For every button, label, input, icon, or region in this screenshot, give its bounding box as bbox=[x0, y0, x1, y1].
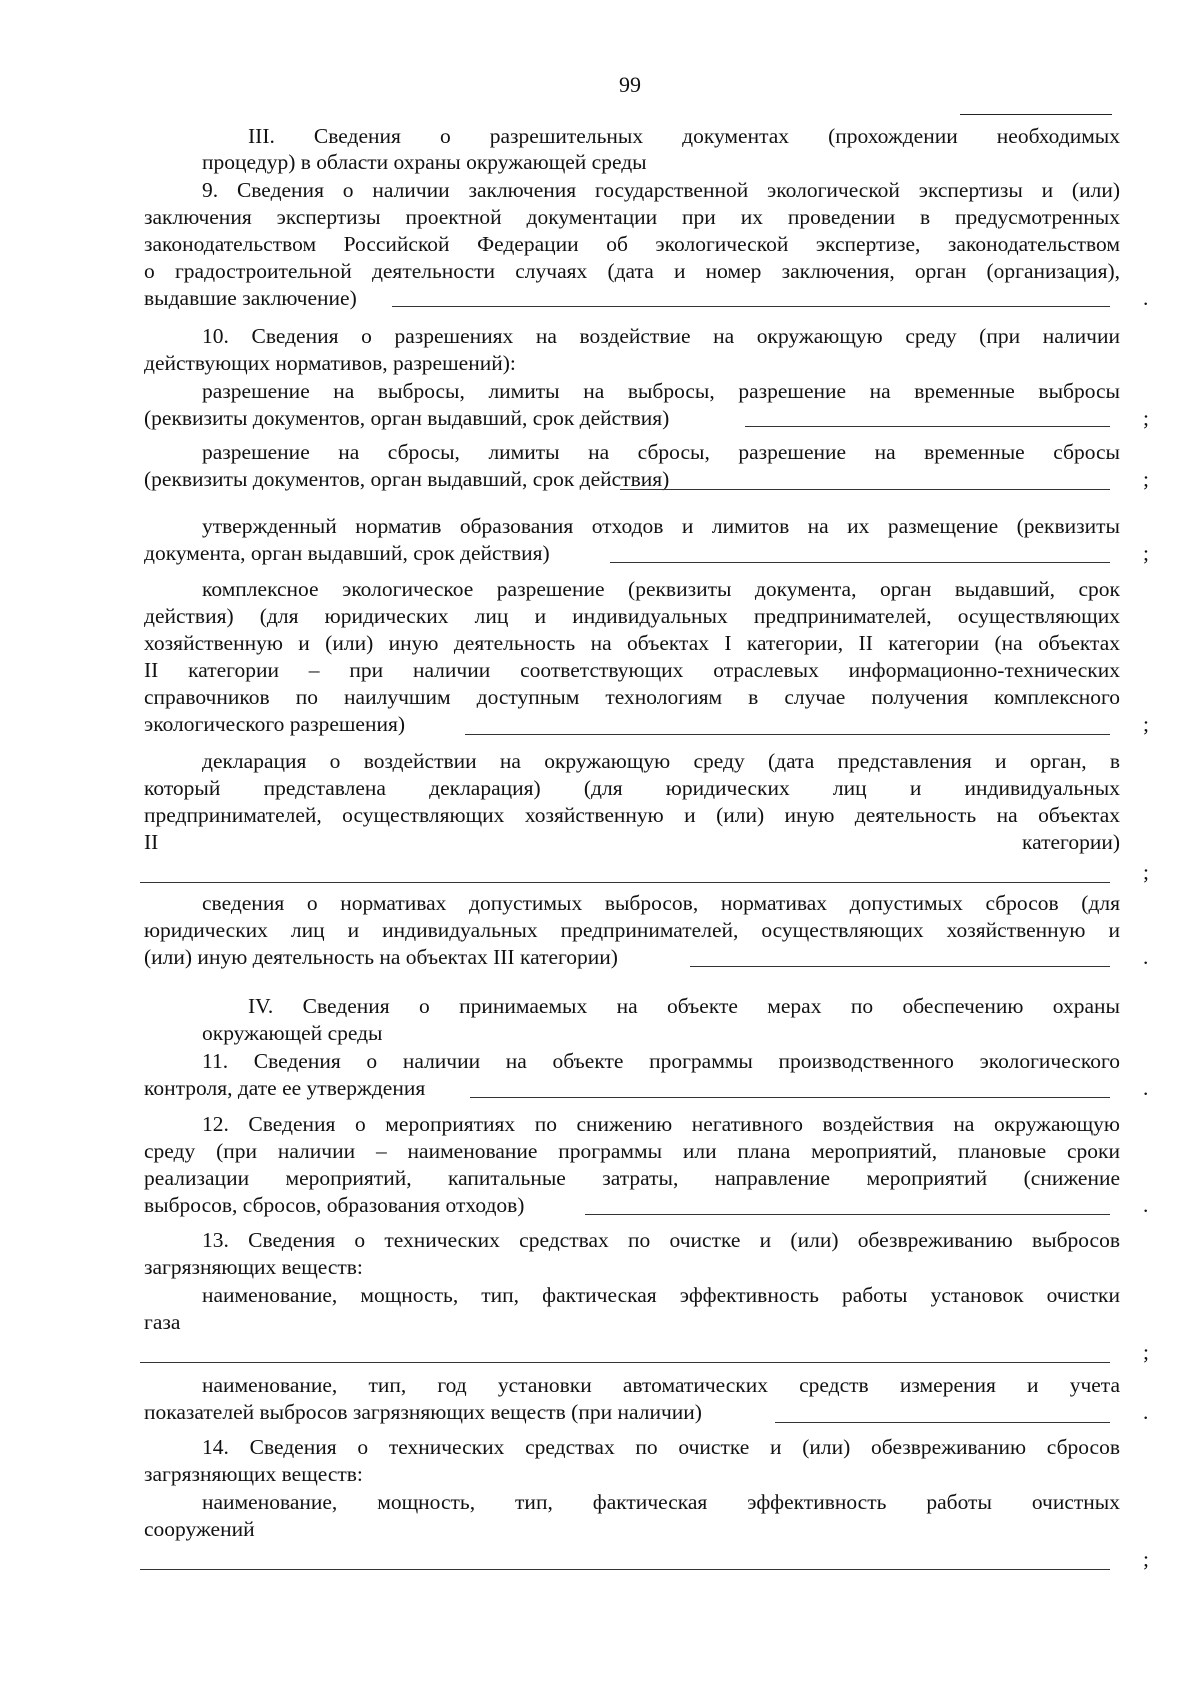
item-11-text: контроля, дате ее утверждения bbox=[144, 1076, 426, 1100]
treatment-facilities-text: наименование, мощность, тип, фактическая эффективность работы очистных bbox=[202, 1490, 1120, 1514]
item-9-text: заключения экспертизы проектной документации при их проведении в предусмотренных bbox=[144, 205, 1120, 229]
gas-cleaning-text: газа bbox=[144, 1310, 181, 1334]
declaration-text: предпринимателей, осуществляющих хозяйственную и (или) иную деятельность на объектах bbox=[144, 803, 1120, 827]
waste-norm-fill-line bbox=[610, 562, 1110, 563]
item-11-text: 11. Сведения о наличии на объекте программы производственного экологического bbox=[202, 1049, 1120, 1073]
complex-permit-text: действия) (для юридических лиц и индивидуальных предпринимателей, осуществляющих bbox=[144, 604, 1120, 628]
waste-norm-text: утвержденный норматив образования отходов и лимитов на их размещение (реквизиты bbox=[202, 514, 1120, 538]
waste-norm-text: документа, орган выдавший, срок действия) bbox=[144, 541, 550, 565]
item-12-end-mark: . bbox=[1143, 1193, 1149, 1217]
item-9-end-mark: . bbox=[1143, 286, 1149, 310]
item-9-text: законодательством Российской Федерации об экологической экспертизе, законодательством bbox=[144, 232, 1120, 256]
section-iv-heading: IV. Сведения о принимаемых на объекте мерах по обеспечению охраны bbox=[248, 994, 1120, 1018]
declaration-text: декларация о воздействии на окружающую среду (дата представления и орган, в bbox=[202, 749, 1120, 773]
complex-permit-text: справочников по наилучшим доступным технологиям в случае получения комплексного bbox=[144, 685, 1120, 709]
emission-permit-end-mark: ; bbox=[1143, 406, 1149, 430]
emission-meters-text: наименование, тип, год установки автоматических средств измерения и учета bbox=[202, 1373, 1120, 1397]
waste-norm-end-mark: ; bbox=[1143, 541, 1149, 565]
discharge-permit-fill-line bbox=[620, 489, 1110, 490]
complex-permit-text: II категории – при наличии соответствующих отраслевых информационно-технических bbox=[144, 658, 1120, 682]
discharge-permit-text: (реквизиты документов, орган выдавший, срок действия) bbox=[144, 467, 670, 491]
complex-permit-text: комплексное экологическое разрешение (реквизиты документа, орган выдавший, срок bbox=[202, 577, 1120, 601]
item-12-text: реализации мероприятий, капитальные затраты, направление мероприятий (снижение bbox=[144, 1166, 1120, 1190]
item-9-fill-line bbox=[392, 306, 1110, 307]
header-rule bbox=[960, 114, 1112, 115]
gas-cleaning-end-mark: ; bbox=[1143, 1340, 1149, 1364]
declaration-text: II категории) bbox=[144, 830, 1120, 854]
section-iv-heading-cont: окружающей среды bbox=[202, 1021, 383, 1045]
discharge-permit-text: разрешение на сбросы, лимиты на сбросы, разрешение на временные сбросы bbox=[202, 440, 1120, 464]
item-14-text: 14. Сведения о технических средствах по очистке и (или) обезвреживанию сбросов bbox=[202, 1435, 1120, 1459]
section-iii-heading: III. Сведения о разрешительных документах (прохождении необходимых bbox=[248, 124, 1120, 148]
norms-info-text: юридических лиц и индивидуальных предпринимателей, осуществляющих хозяйственную и bbox=[144, 918, 1120, 942]
item-12-text: среду (при наличии – наименование программы или плана мероприятий, плановые сроки bbox=[144, 1139, 1120, 1163]
item-9-text: 9. Сведения о наличии заключения государственной экологической экспертизы и (или) bbox=[202, 178, 1120, 202]
item-9-text: выдавшие заключение) bbox=[144, 286, 357, 310]
declaration-end-mark: ; bbox=[1143, 860, 1149, 884]
complex-permit-text: экологического разрешения) bbox=[144, 712, 406, 736]
complex-permit-end-mark: ; bbox=[1143, 712, 1149, 736]
item-14-text: загрязняющих веществ: bbox=[144, 1462, 363, 1486]
item-10-text: действующих нормативов, разрешений): bbox=[144, 351, 516, 375]
norms-info-text: (или) иную деятельность на объектах III категории) bbox=[144, 945, 618, 969]
item-9-text: о градостроительной деятельности случаях (дата и номер заключения, орган (организация), bbox=[144, 259, 1120, 283]
emission-permit-text: разрешение на выбросы, лимиты на выбросы, разрешение на временные выбросы bbox=[202, 379, 1120, 403]
emission-permit-fill-line bbox=[745, 426, 1110, 427]
declaration-text: который представлена декларация) (для юридических лиц и индивидуальных bbox=[144, 776, 1120, 800]
complex-permit-fill-line bbox=[465, 734, 1110, 735]
item-11-end-mark: . bbox=[1143, 1076, 1149, 1100]
item-12-text: 12. Сведения о мероприятиях по снижению негативного воздействия на окружающую bbox=[202, 1112, 1120, 1136]
item-13-text: 13. Сведения о технических средствах по очистке и (или) обезвреживанию выбросов bbox=[202, 1228, 1120, 1252]
page-number: 99 bbox=[619, 72, 641, 97]
emission-meters-fill-line bbox=[775, 1422, 1110, 1423]
norms-info-fill-line bbox=[690, 966, 1110, 967]
gas-cleaning-fill-line bbox=[140, 1362, 1110, 1363]
norms-info-text: сведения о нормативах допустимых выбросов, нормативах допустимых сбросов (для bbox=[202, 891, 1120, 915]
norms-info-end-mark: . bbox=[1143, 945, 1149, 969]
declaration-fill-line bbox=[140, 882, 1110, 883]
emission-permit-text: (реквизиты документов, орган выдавший, срок действия) bbox=[144, 406, 670, 430]
discharge-permit-end-mark: ; bbox=[1143, 467, 1149, 491]
treatment-facilities-end-mark: ; bbox=[1143, 1547, 1149, 1571]
complex-permit-text: хозяйственную и (или) иную деятельность на объектах I категории, II категории (на объектах bbox=[144, 631, 1120, 655]
item-11-fill-line bbox=[470, 1097, 1110, 1098]
item-10-text: 10. Сведения о разрешениях на воздействие на окружающую среду (при наличии bbox=[202, 324, 1120, 348]
treatment-facilities-fill-line bbox=[140, 1569, 1110, 1570]
emission-meters-end-mark: . bbox=[1143, 1400, 1149, 1424]
item-13-text: загрязняющих веществ: bbox=[144, 1255, 363, 1279]
item-12-fill-line bbox=[585, 1214, 1110, 1215]
treatment-facilities-text: сооружений bbox=[144, 1517, 255, 1541]
section-iii-heading-cont: процедур) в области охраны окружающей среды bbox=[202, 150, 647, 174]
emission-meters-text: показателей выбросов загрязняющих веществ (при наличии) bbox=[144, 1400, 702, 1424]
item-12-text: выбросов, сбросов, образования отходов) bbox=[144, 1193, 525, 1217]
gas-cleaning-text: наименование, мощность, тип, фактическая эффективность работы установок очистки bbox=[202, 1283, 1120, 1307]
